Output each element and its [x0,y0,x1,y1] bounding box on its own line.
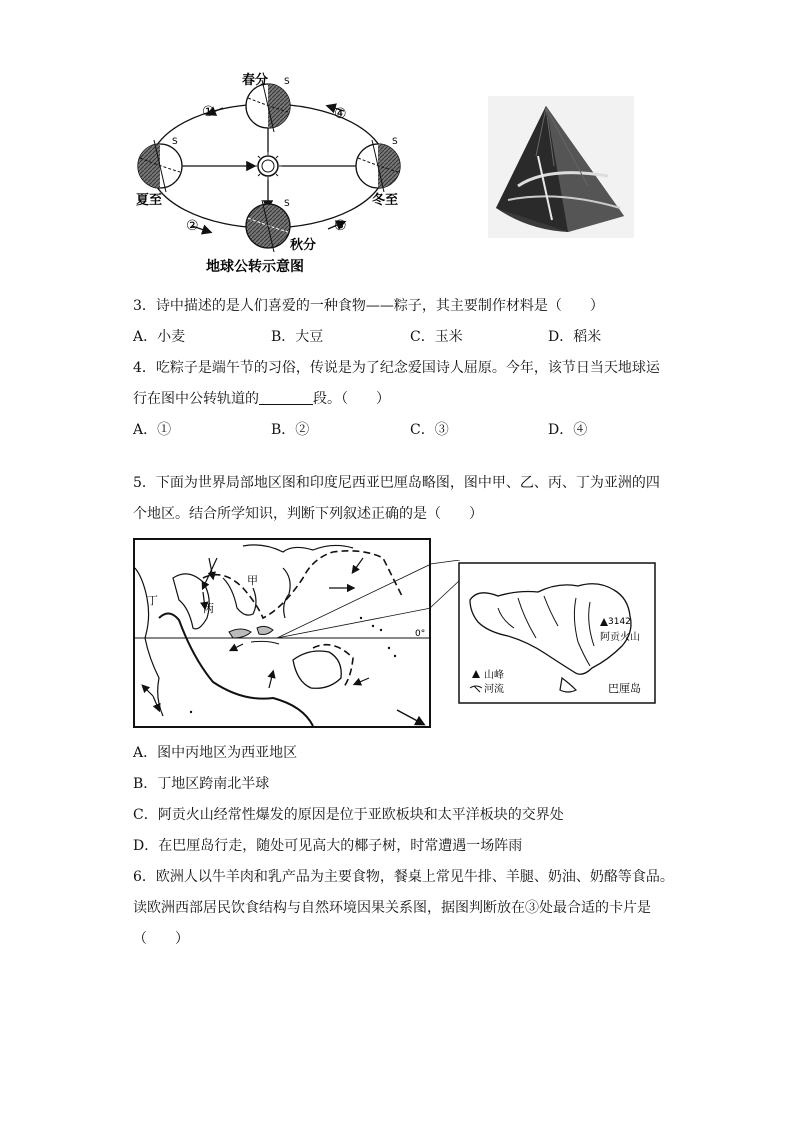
label-ding: 丁 [147,594,158,607]
label-autumn: 秋分 [290,238,317,253]
segment-4: ④ [334,106,347,122]
question-5-option-c: C．阿贡火山经常性爆发的原因是位于亚欧板块和太平洋板块的交界处 [133,807,564,823]
question-4-option-b: B．② [271,422,310,438]
label-summer: 夏至 [136,193,163,208]
question-6-stem-line1: 6．欧洲人以牛羊肉和乳产品为主要食物，餐桌上常见牛排、羊腿、奶油、奶酪等食品。 [133,869,674,885]
inset-peak-value: 3142 [608,617,631,627]
equator-label: 0° [415,629,426,639]
segment-3: ③ [334,218,347,234]
label-jia: 甲 [247,574,258,587]
question-5-option-d: D．在巴厘岛行走，随处可见高大的椰子树，时常遭遇一场阵雨 [133,838,523,854]
segment-1: ① [202,104,215,120]
inset-peak-name: 阿贡火山 [600,632,640,643]
bali-inset-map [458,562,656,704]
question-5-stem-line2: 个地区。结合所学知识，判断下列叙述正确的是（ ） [133,506,483,522]
orbit-diagram [128,66,418,278]
question-4-option-d: D．④ [548,422,588,438]
question-4-stem-line1: 4．吃粽子是端午节的习俗，传说是为了纪念爱国诗人屈原。今年，该节日当天地球运 [133,360,660,376]
question-5-option-a: A．图中丙地区为西亚地区 [133,745,298,761]
s-label: S [172,137,178,147]
legend-river-label: 河流 [484,684,504,695]
question-4-stem-part-b: 段。（ ） [313,391,390,407]
answer-blank [259,390,313,405]
segment-2: ② [186,218,199,234]
question-3-option-c: C．玉米 [410,329,463,345]
question-6-stem-line3: （ ） [133,931,189,947]
sun-icon [254,152,282,180]
orbit-caption: 地球公转示意图 [206,259,304,275]
question-6-stem-line2: 读欧洲西部居民饮食结构与自然环境因果关系图，据图判断放在③处最合适的卡片是 [133,900,651,916]
s-label: S [284,77,290,87]
question-5-option-b: B．丁地区跨南北半球 [133,776,270,792]
question-3-option-a: A．小麦 [133,329,186,345]
question-5-stem-line1: 5．下面为世界局部地区图和印度尼西亚巴厘岛略图，图中甲、乙、丙、丁为亚洲的四 [133,475,660,491]
world-region-map [133,538,431,728]
question-3-option-d: D．稻米 [548,329,602,345]
label-spring: 春分 [242,73,269,88]
label-winter: 冬至 [372,193,399,208]
inset-connector [430,560,460,620]
question-4-stem-part-a: 行在图中公转轨道的 [133,391,259,407]
question-4-option-a: A．① [133,422,172,438]
question-4-option-c: C．③ [410,422,449,438]
s-label: S [392,137,398,147]
inset-title: 巴厘岛 [608,682,641,695]
question-3-option-b: B．大豆 [271,329,324,345]
zongzi-photo [488,96,634,238]
legend-peak-label: 山峰 [484,670,504,681]
s-label: S [284,199,290,209]
question-3-stem: 3．诗中描述的是人们喜爱的一种食物——粽子，其主要制作材料是（ ） [133,298,604,314]
question-4-stem-line2 [133,389,390,409]
earth-winter-solstice-icon [356,140,400,192]
label-bing: 丙 [203,602,214,615]
earth-summer-solstice-icon [138,140,182,192]
